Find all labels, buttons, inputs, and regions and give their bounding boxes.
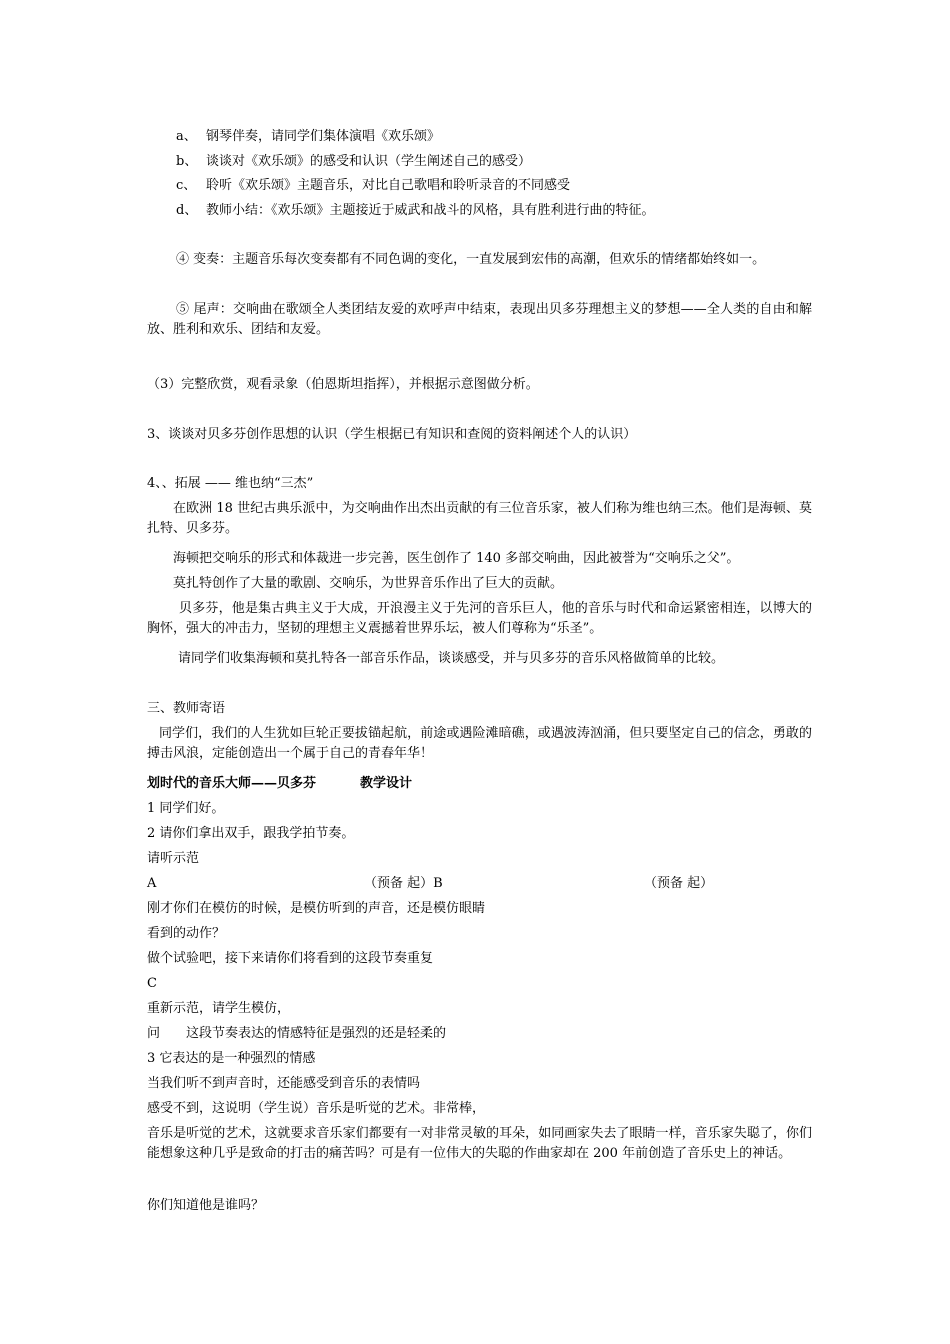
item-label: a、 <box>176 129 197 144</box>
extension-paragraph-4: 贝多芬，他是集古典主义于大成，开浪漫主义于先河的音乐巨人，他的音乐与时代和命运紧密相连，以博大的胸怀，强大的冲击力，坚韧的理想主义震撼着世界乐坛，被人们尊称为“乐圣”。 <box>147 601 812 636</box>
design-line-8: C <box>147 976 157 991</box>
extension-paragraph-3: 莫扎特创作了大量的歌剧、交响乐，为世界音乐作出了巨大的贡献。 <box>173 576 564 591</box>
item-label: d、 <box>176 203 198 218</box>
design-line-11: 3 它表达的是一种强烈的情感 <box>147 1051 316 1066</box>
design-line-15: 你们知道他是谁吗？ <box>147 1198 265 1213</box>
design-line-5: 刚才你们在模仿的时候，是模仿听到的声音，还是模仿眼睛 <box>147 901 486 916</box>
design-line-7: 做个试验吧，接下来请你们将看到的这段节奏重复 <box>147 951 434 966</box>
extension-paragraph-5: 请同学们收集海顿和莫扎特各一部音乐作品，谈谈感受，并与贝多芬的音乐风格做简单的比较。 <box>178 651 725 666</box>
design-line-1: 1 同学们好。 <box>147 801 225 816</box>
coda-paragraph: ⑤ 尾声：交响曲在歌颂全人类团结友爱的欢呼声中结束，表现出贝多芬理想主义的梦想——全人类的自由和解放、胜利和欢乐、团结和友爱。 <box>147 302 812 337</box>
design-line-6: 看到的动作？ <box>147 926 226 941</box>
design-line-4b: （预备 起）B <box>364 876 443 891</box>
item-label: c、 <box>176 178 197 193</box>
design-line-2: 2 请你们拿出双手，跟我学拍节奏。 <box>147 826 355 841</box>
design-line-10: 问 这段节奏表达的情感特征是强烈的还是轻柔的 <box>147 1026 447 1041</box>
extension-heading: 4、、拓展 —— 维也纳“三杰” <box>147 476 314 491</box>
teacher-words-paragraph: 同学们，我们的人生犹如巨轮正要拔锚起航，前途或遇险滩暗礁，或遇波涛汹涌，但只要坚定自己的信念，勇敢的搏击风浪，定能创造出一个属于自己的青春年华！ <box>147 726 812 761</box>
item-text: 聆听《欢乐颂》主题音乐，对比自己歌唱和聆听录音的不同感受 <box>206 178 571 193</box>
discussion-heading: 3、谈谈对贝多芬创作思想的认识（学生根据已有知识和查阅的资料阐述个人的认识） <box>147 427 637 442</box>
design-line-13: 感受不到，这说明（学生说）音乐是听觉的艺术。非常棒， <box>147 1101 486 1116</box>
design-line-14: 音乐是听觉的艺术，这就要求音乐家们都要有一对非常灵敏的耳朵，如同画家失去了眼睛一样，音乐家失聪了，你们能想象这种几乎是致命的打击的痛苦吗？可是有一位伟大的失聪的作曲家却在 200 年前创造了音乐史上的神话。 <box>147 1126 812 1161</box>
teacher-words-heading: 三、教师寄语 <box>147 701 226 716</box>
full-appreciation-line: （3）完整欣赏，观看录象（伯恩斯坦指挥），并根据示意图做分析。 <box>147 377 539 392</box>
design-line-9: 重新示范，请学生模仿， <box>147 1001 291 1016</box>
list-item-a <box>176 127 440 147</box>
item-label: b、 <box>176 154 198 169</box>
item-text: 教师小结：《欢乐颂》主题接近于威武和战斗的风格，具有胜利进行曲的特征。 <box>206 203 655 218</box>
list-item-b <box>176 152 531 172</box>
design-line-12: 当我们听不到声音时，还能感受到音乐的表情吗 <box>147 1076 421 1091</box>
design-title-text: 划时代的音乐大师——贝多芬 <box>147 776 317 791</box>
design-line-3: 请听示范 <box>147 851 200 866</box>
design-line-4c: （预备 起） <box>644 876 714 891</box>
list-item-d <box>176 201 655 221</box>
design-subtitle: 教学设计 <box>360 776 413 791</box>
item-text: 谈谈对《欢乐颂》的感受和认识（学生阐述自己的感受） <box>206 154 532 169</box>
extension-paragraph-1: 在欧洲 18 世纪古典乐派中，为交响曲作出杰出贡献的有三位音乐家，被人们称为维也纳三杰。他们是海顿、莫扎特、贝多芬。 <box>147 501 812 536</box>
variation-paragraph: ④ 变奏：主题音乐每次变奏都有不同色调的变化，一直发展到宏伟的高潮，但欢乐的情绪都始终如一。 <box>176 252 766 267</box>
list-item-c <box>176 176 570 196</box>
design-title <box>147 774 412 794</box>
extension-paragraph-2: 海顿把交响乐的形式和体裁进一步完善，医生创作了 140 多部交响曲，因此被誉为“交响乐之父”。 <box>173 551 740 566</box>
item-text: 钢琴伴奏，请同学们集体演唱《欢乐颂》 <box>206 129 441 144</box>
design-line-4a: A <box>147 876 157 891</box>
